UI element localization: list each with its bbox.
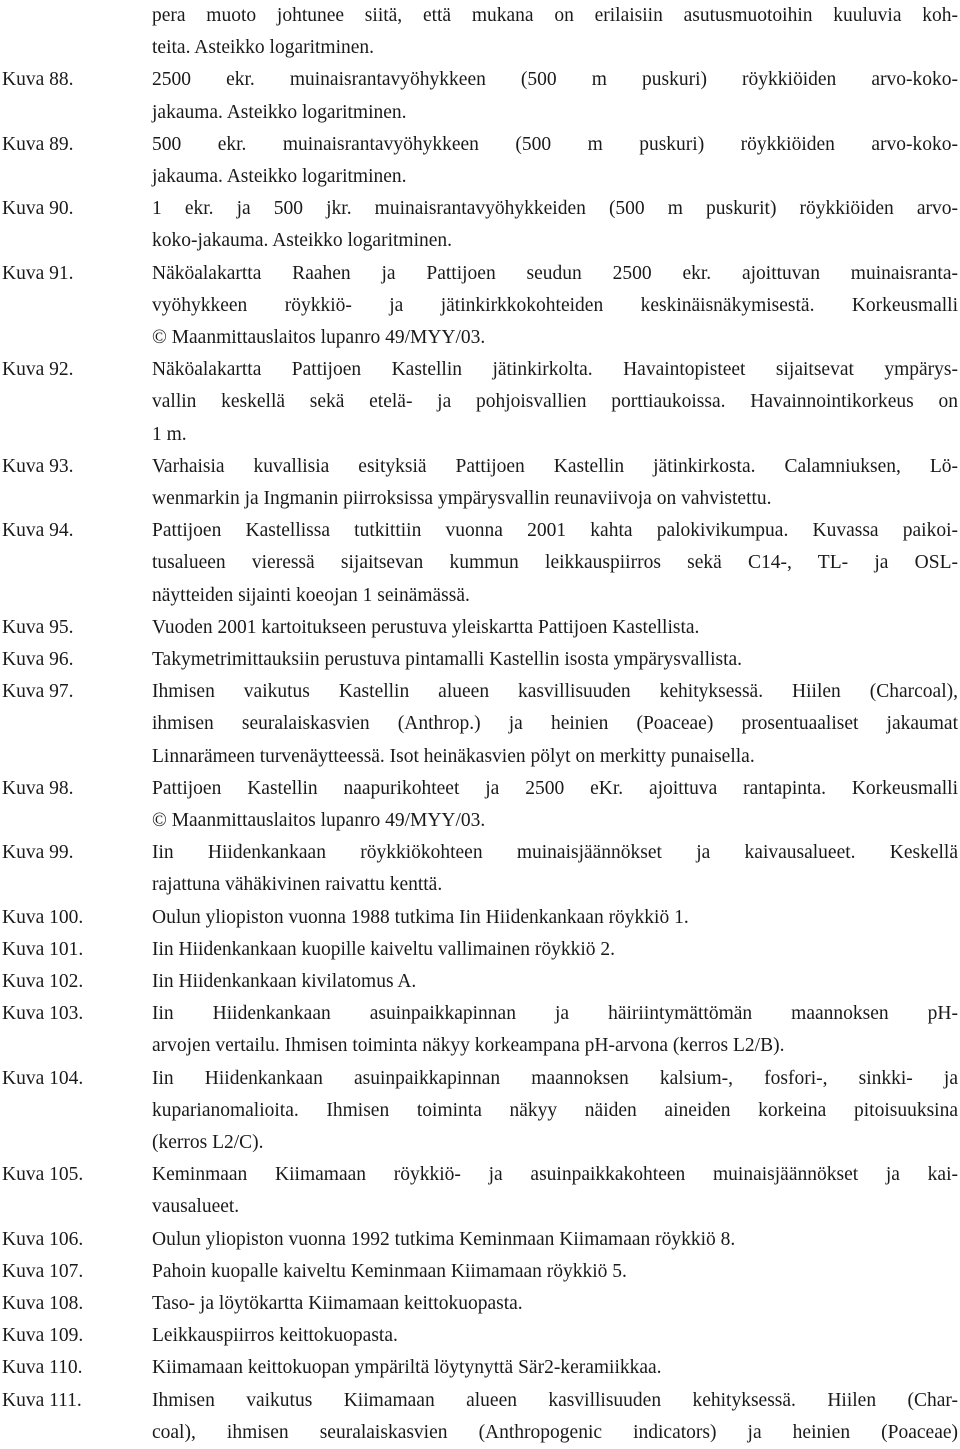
caption-line: Näköalakartta Pattijoen Kastellin jätinkirkolta. Havaintopisteet sijaitsevat ympärys- (152, 359, 958, 381)
figure-number-label: Kuva 91. (2, 262, 74, 284)
figure-number-label: Kuva 102. (2, 971, 84, 992)
caption-line: Iin Hiidenkankaan asuinpaikkapinnan ja häiriintymättömän maannoksen pH- (152, 1003, 958, 1025)
caption-line: teita. Asteikko logaritminen. (152, 37, 375, 59)
figure-caption-text (152, 515, 958, 612)
figure-number-label: Kuva 107. (2, 1260, 84, 1282)
caption-line: Iin Hiidenkankaan kuopille kaiveltu vallimainen röykkiö 2. (152, 938, 616, 960)
caption-line: rajattuna vähäkivinen raivattu kenttä. (152, 874, 443, 896)
caption-line: näytteiden sijainti koeojan 1 seinämässä. (152, 584, 470, 606)
caption-line: Pattijoen Kastellin naapurikohteet ja 2500 eKr. ajoittuva rantapinta. Korkeusmalli (152, 777, 958, 799)
caption-line: Kiimamaan keittokuopan ympäriltä löytynyttä Sär2-keramiikkaa. (152, 1357, 662, 1379)
figure-number-label: Kuva 99. (2, 842, 74, 864)
figure-caption-entry (0, 258, 960, 355)
figure-caption-text (152, 193, 958, 257)
caption-line: Pahoin kuopalle kaiveltu Keminmaan Kiimamaan röykkiö 5. (152, 1260, 627, 1282)
figure-caption-text (152, 354, 958, 451)
figure-caption-text (152, 1256, 958, 1288)
figure-caption-text (152, 1288, 958, 1320)
figure-number-label: Kuva 101. (2, 938, 84, 960)
figure-caption-entry (0, 193, 960, 257)
figure-number-label: Kuva 88. (2, 69, 74, 91)
caption-line: vyöhykkeen röykkiö- ja jätinkirkkokohteiden keskinäisnäkymisestä. Korkeusmalli (152, 294, 958, 316)
figure-caption-entry (0, 354, 960, 451)
figure-caption-entry (0, 773, 960, 837)
figure-caption-text (152, 129, 958, 193)
caption-line: Oulun yliopiston vuonna 1988 tutkima Iin Hiidenkankaan röykkiö 1. (152, 906, 689, 928)
figure-caption-text (152, 998, 958, 1062)
figure-caption-text (152, 1159, 958, 1223)
caption-line: Iin Hiidenkankaan kivilatomus A. (152, 971, 417, 992)
figure-caption-entry (0, 1385, 960, 1449)
figure-caption-text (152, 902, 958, 934)
caption-line: koko-jakauma. Asteikko logaritminen. (152, 230, 453, 252)
figure-caption-entry (0, 1224, 960, 1256)
figure-caption-entry (0, 612, 960, 644)
figure-number-label: Kuva 111. (2, 1389, 82, 1411)
figure-caption-text (152, 1320, 958, 1352)
figure-caption-entry (0, 1352, 960, 1384)
caption-line: Varhaisia kuvallisia esityksiä Pattijoen Kastellin jätinkirkosta. Calamniuksen, Lö- (152, 455, 958, 477)
figure-number-label: Kuva 94. (2, 520, 74, 542)
caption-line: jakauma. Asteikko logaritminen. (152, 165, 407, 187)
caption-line: Iin Hiidenkankaan asuinpaikkapinnan maannoksen kalsium-, fosfori-, sinkki- ja (152, 1067, 958, 1089)
figure-caption-text (152, 1385, 958, 1449)
caption-line: (kerros L2/C). (152, 1131, 264, 1153)
figure-number-label: Kuva 103. (2, 1003, 84, 1025)
figure-caption-entry (0, 1320, 960, 1352)
caption-line: 500 ekr. muinaisrantavyöhykkeen (500 m puskuri) röykkiöiden arvo-koko- (152, 133, 958, 155)
figure-caption-entry (0, 934, 960, 966)
caption-line: Oulun yliopiston vuonna 1992 tutkima Keminmaan Kiimamaan röykkiö 8. (152, 1228, 736, 1250)
figure-number-label: Kuva 97. (2, 681, 74, 703)
caption-line: Iin Hiidenkankaan röykkiökohteen muinaisjäännökset ja kaivausalueet. Keskellä (152, 842, 958, 864)
caption-line: Ihmisen vaikutus Kastellin alueen kasvillisuuden kehityksessä. Hiilen (Charcoal), (152, 681, 958, 703)
figure-caption-entry (0, 451, 960, 515)
figure-number-label: Kuva 90. (2, 198, 74, 220)
figure-caption-entry (0, 902, 960, 934)
figure-caption-text (152, 258, 958, 355)
figure-number-label: Kuva 98. (2, 777, 74, 799)
caption-line: 1 ekr. ja 500 jkr. muinaisrantavyöhykkeiden (500 m puskurit) röykkiöiden arvo- (152, 198, 958, 220)
figure-caption-text (152, 451, 958, 515)
caption-line: tusalueen vieressä sijaitsevan kummun leikkauspiirros sekä C14-, TL- ja OSL- (152, 552, 958, 574)
caption-line: Ihmisen vaikutus Kiimamaan alueen kasvillisuuden kehityksessä. Hiilen (Char- (152, 1389, 958, 1411)
figure-number-label: Kuva 110. (2, 1357, 83, 1379)
figure-caption-text (152, 1224, 958, 1256)
figure-caption-entry (0, 0, 960, 64)
caption-line: Takymetrimittauksiin perustuva pintamalli Kastellin isosta ympärysvallista. (152, 649, 743, 670)
figure-caption-entry (0, 644, 960, 676)
figure-caption-entry (0, 837, 960, 901)
figure-caption-text (152, 773, 958, 837)
caption-line: 2500 ekr. muinaisrantavyöhykkeen (500 m puskuri) röykkiöiden arvo-koko- (152, 69, 958, 91)
figure-caption-text (152, 644, 958, 676)
figure-number-label: Kuva 96. (2, 649, 74, 670)
caption-line: Taso- ja löytökartta Kiimamaan keittokuopasta. (152, 1293, 523, 1314)
figure-number-label: Kuva 106. (2, 1228, 84, 1250)
figure-caption-text (152, 1352, 958, 1384)
caption-line: pera muoto johtunee siitä, että mukana on erilaisiin asutusmuotoihin kuuluvia koh- (152, 5, 958, 26)
figure-caption-entry (0, 676, 960, 773)
figure-number-label: Kuva 108. (2, 1293, 84, 1314)
caption-line: wenmarkin ja Ingmanin piirroksissa ympärysvallin reunaviivoja on vahvistettu. (152, 487, 772, 509)
figure-number-label: Kuva 105. (2, 1164, 84, 1186)
caption-line: Näköalakartta Raahen ja Pattijoen seudun 2500 ekr. ajoittuvan muinaisranta- (152, 262, 958, 284)
caption-line: jakauma. Asteikko logaritminen. (152, 101, 407, 123)
caption-line: kuparianomalioita. Ihmisen toiminta näkyy näiden aineiden korkeina pitoisuuksina (152, 1099, 958, 1121)
figure-number-label: Kuva 92. (2, 359, 74, 381)
figure-number-label: Kuva 95. (2, 616, 74, 638)
figure-caption-text (152, 1063, 958, 1160)
caption-line: Leikkauspiirros keittokuopasta. (152, 1325, 398, 1347)
figure-caption-text (152, 64, 958, 128)
figure-caption-entry (0, 966, 960, 998)
figure-caption-entry (0, 1256, 960, 1288)
caption-line: Linnarämeen turvenäytteessä. Isot heinäkasvien pölyt on merkitty punaisella. (152, 745, 755, 767)
figure-number-label: Kuva 93. (2, 455, 74, 477)
caption-line: vausalueet. (152, 1196, 240, 1218)
figure-caption-entry (0, 129, 960, 193)
figure-caption-entry (0, 1288, 960, 1320)
caption-line: © Maanmittauslaitos lupanro 49/MYY/03. (152, 326, 486, 348)
caption-line: coal), ihmisen seuralaiskasvien (Anthropogenic indicators) ja heinien (Poaceae) (152, 1421, 958, 1443)
figure-caption-text (152, 837, 958, 901)
caption-line: ihmisen seuralaiskasvien (Anthrop.) ja heinien (Poaceae) prosentuaaliset jakaumat (152, 713, 958, 735)
caption-line: Vuoden 2001 kartoitukseen perustuva yleiskartta Pattijoen Kastellista. (152, 616, 700, 638)
figure-caption-entry (0, 515, 960, 612)
figure-caption-entry (0, 1159, 960, 1223)
figure-number-label: Kuva 109. (2, 1325, 84, 1347)
figure-caption-entry (0, 1063, 960, 1160)
caption-line: vallin keskellä sekä etelä- ja pohjoisvallien porttiaukoissa. Havainnointikorkeus on (152, 391, 958, 413)
figure-caption-text (152, 0, 958, 64)
caption-line: Pattijoen Kastellissa tutkittiin vuonna 2001 kahta palokivikumpua. Kuvassa paikoi- (152, 520, 958, 542)
figure-number-label: Kuva 104. (2, 1067, 84, 1089)
figure-caption-text (152, 966, 958, 998)
figure-caption-entry (0, 64, 960, 128)
caption-line: Keminmaan Kiimamaan röykkiö- ja asuinpaikkakohteen muinaisjäännökset ja kai- (152, 1164, 958, 1186)
figure-number-label: Kuva 100. (2, 906, 84, 928)
figure-caption-text (152, 676, 958, 773)
figure-caption-text (152, 934, 958, 966)
figure-caption-text (152, 612, 958, 644)
caption-line: 1 m. (152, 423, 187, 445)
figure-number-label: Kuva 89. (2, 133, 74, 155)
caption-line: arvojen vertailu. Ihmisen toiminta näkyy korkeampana pH-arvona (kerros L2/B). (152, 1035, 785, 1057)
figure-caption-entry (0, 998, 960, 1062)
caption-line: © Maanmittauslaitos lupanro 49/MYY/03. (152, 809, 486, 831)
